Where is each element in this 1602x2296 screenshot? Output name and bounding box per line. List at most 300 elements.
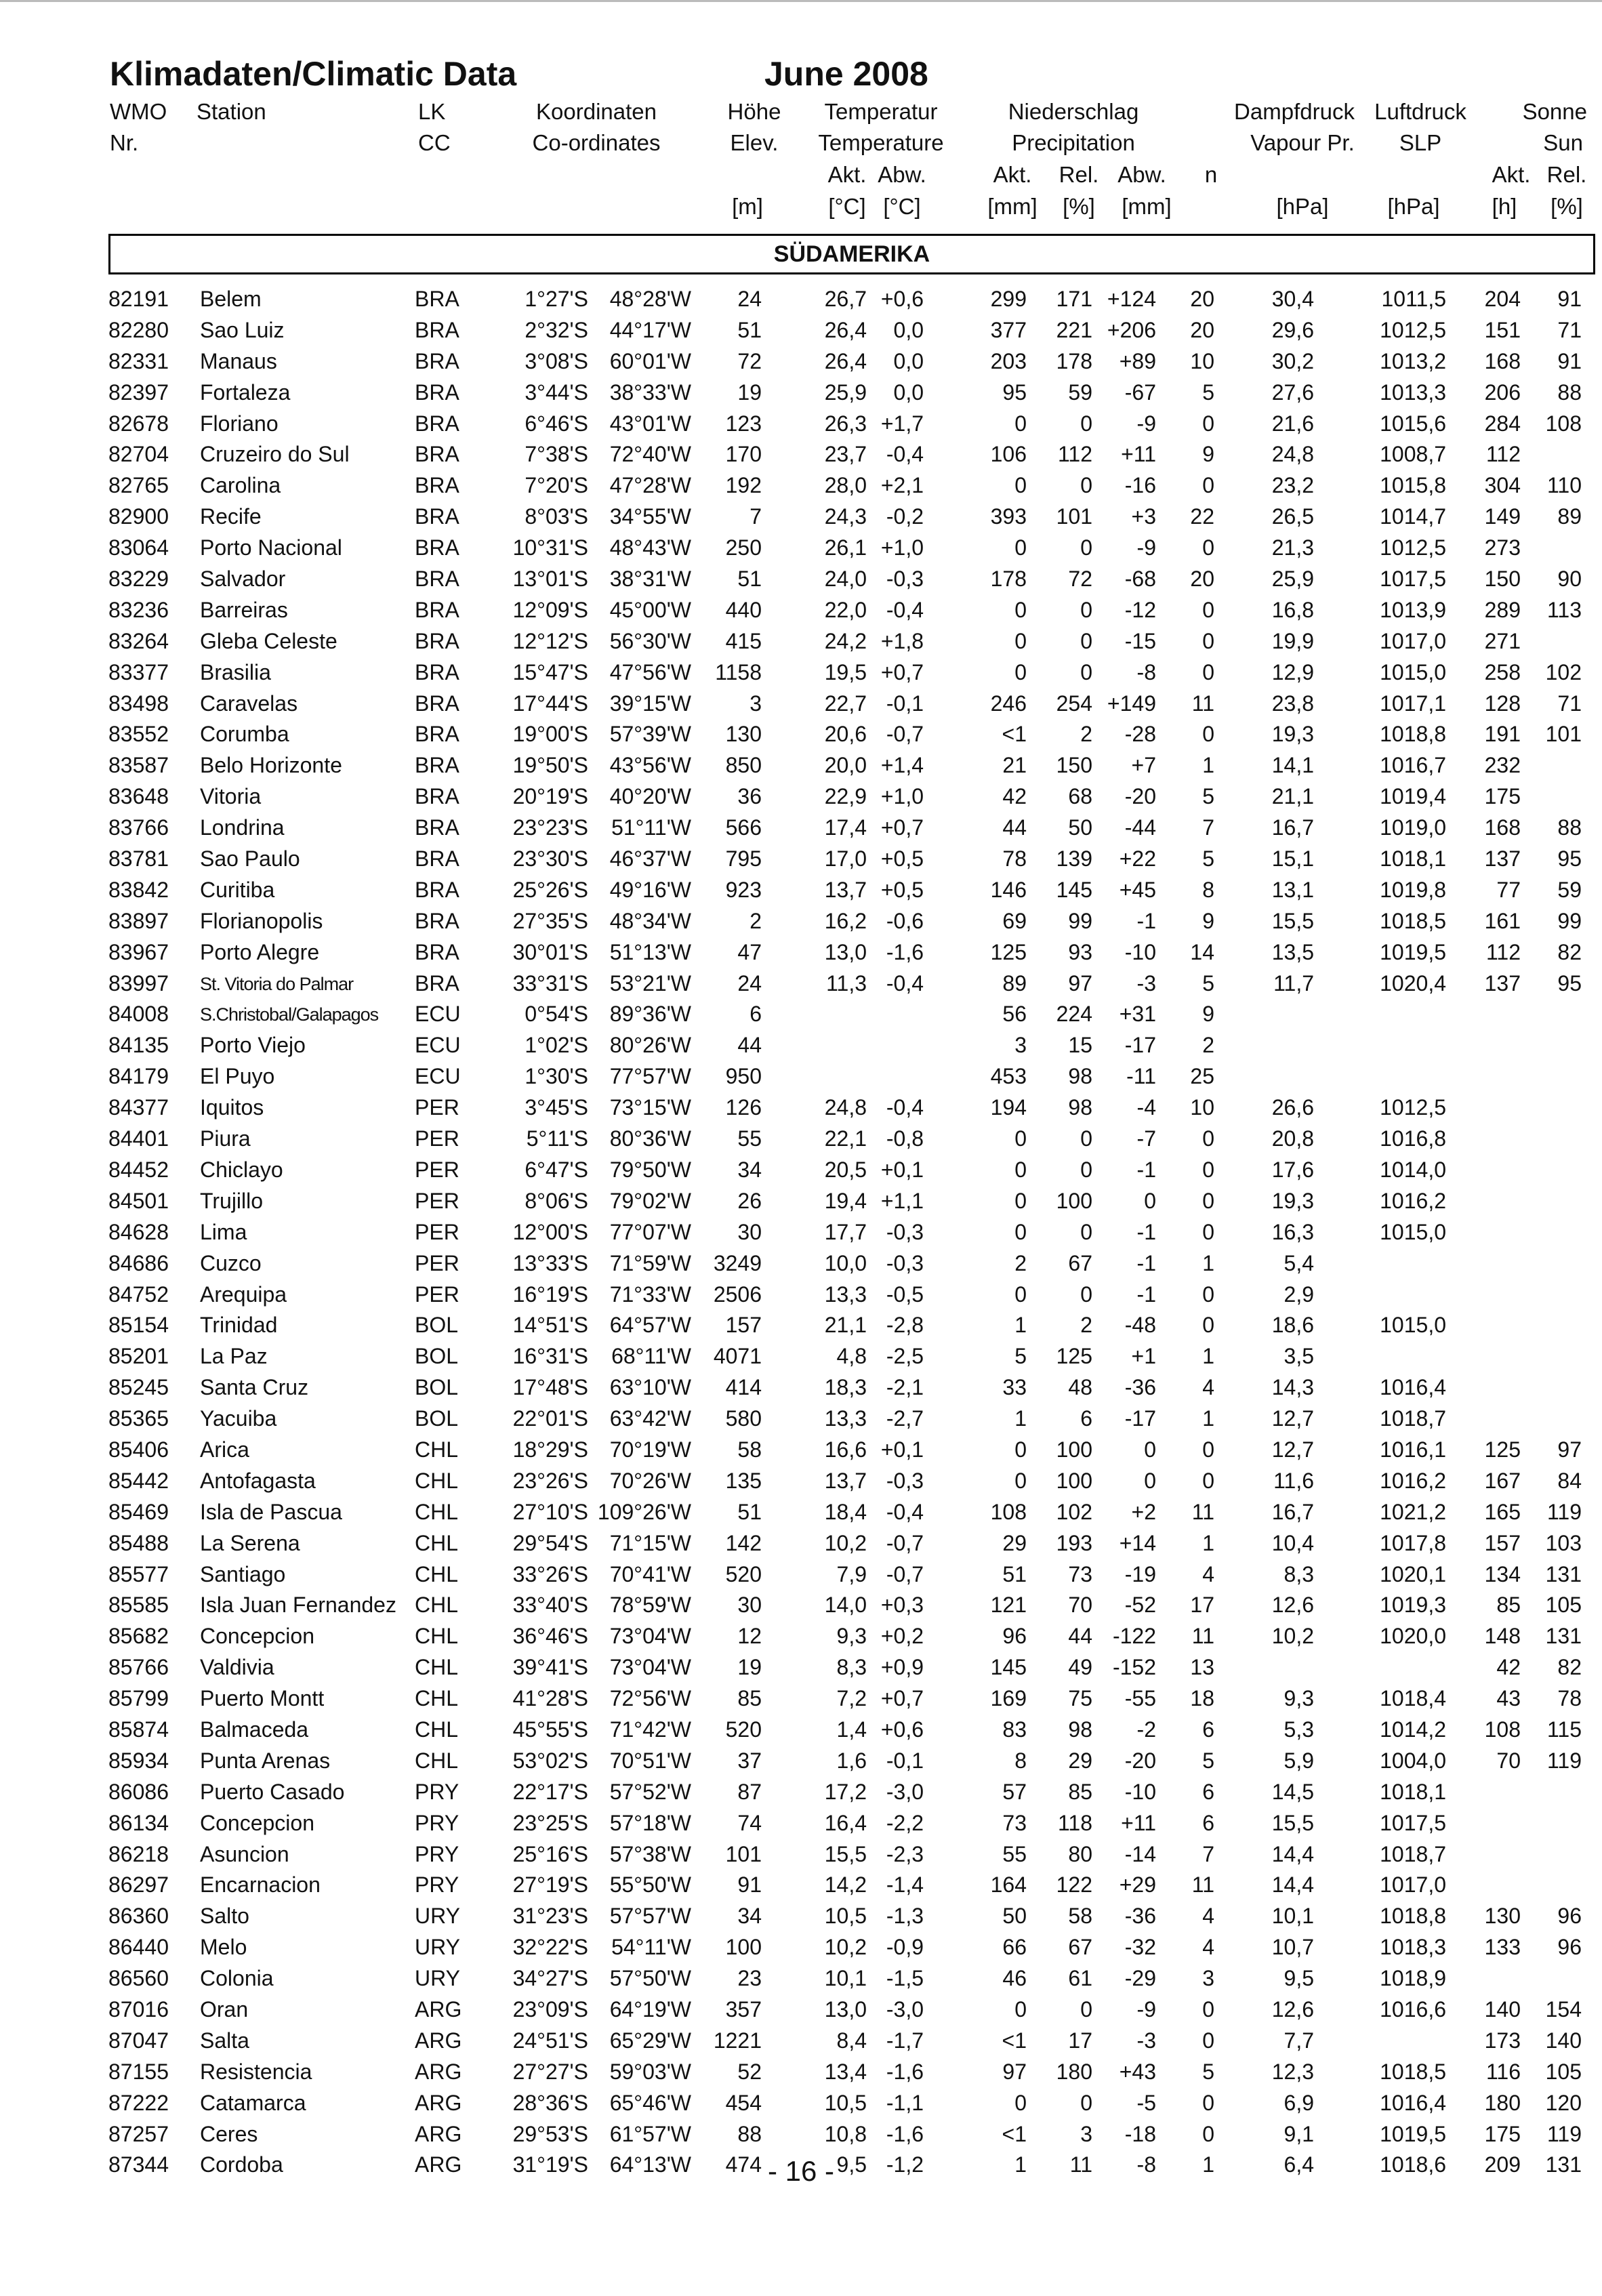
table-row	[0, 1933, 1602, 1964]
elevation-cell: 51	[737, 567, 762, 592]
precip-deviation-cell: -12	[1124, 597, 1156, 622]
precip-relative-cell: 98	[1068, 1717, 1092, 1742]
temp-actual-cell: 25,9	[824, 380, 867, 405]
header-precip-2: Precipitation	[1012, 130, 1135, 155]
temp-deviation-cell: +1,0	[880, 535, 924, 560]
station-name-cell: Belo Horizonte	[200, 753, 342, 778]
country-code-cell: BRA	[415, 348, 459, 373]
longitude-cell: 68°11'W	[611, 1344, 691, 1369]
longitude-cell: 53°21'W	[609, 970, 691, 996]
longitude-cell: 71°33'W	[609, 1282, 691, 1307]
sea-level-pressure-cell: 1017,8	[1380, 1530, 1446, 1555]
sea-level-pressure-cell: 1016,2	[1380, 1468, 1446, 1493]
table-row	[0, 907, 1602, 938]
precip-days-cell: 10	[1190, 348, 1214, 373]
vapour-pressure-cell: 6,9	[1283, 2090, 1314, 2115]
wmo-number-cell: 86086	[108, 1779, 169, 1804]
sea-level-pressure-cell: 1016,1	[1380, 1437, 1446, 1462]
wmo-number-cell: 85201	[108, 1344, 169, 1369]
table-row	[0, 1498, 1602, 1529]
wmo-number-cell: 84628	[108, 1219, 169, 1244]
elevation-cell: 37	[737, 1748, 762, 1773]
longitude-cell: 65°46'W	[609, 2090, 691, 2115]
precip-days-cell: 0	[1202, 659, 1214, 684]
elevation-cell: 923	[725, 877, 762, 902]
sunshine-hours-cell: 112	[1485, 442, 1521, 467]
precip-relative-cell: 98	[1068, 1095, 1092, 1120]
sea-level-pressure-cell: 1020,0	[1380, 1624, 1446, 1649]
precip-days-cell: 13	[1190, 1655, 1214, 1680]
precip-deviation-cell: 0	[1144, 1188, 1156, 1213]
precip-actual-cell: 0	[1014, 535, 1027, 560]
temp-deviation-cell: -0,1	[886, 691, 924, 716]
temp-actual-cell: 11,3	[826, 970, 867, 996]
table-row	[0, 1311, 1602, 1342]
precip-actual-cell: 121	[990, 1593, 1027, 1618]
vapour-pressure-cell: 14,4	[1271, 1872, 1314, 1898]
precip-days-cell: 9	[1202, 908, 1214, 933]
temp-deviation-cell: -3,0	[886, 1779, 924, 1804]
precip-deviation-cell: -8	[1136, 659, 1156, 684]
header-vapour-1: Dampfdruck	[1234, 99, 1355, 124]
station-name-cell: S.Christobal/Galapagos	[200, 1004, 379, 1025]
temp-actual-cell: 26,7	[824, 287, 867, 311]
sunshine-hours-cell: 134	[1484, 1561, 1521, 1586]
sea-level-pressure-cell: 1020,1	[1380, 1561, 1446, 1586]
elevation-cell: 454	[725, 2090, 762, 2115]
temp-deviation-cell: -0,7	[886, 1530, 924, 1555]
station-name-cell: Corumba	[200, 722, 289, 747]
wmo-number-cell: 82765	[108, 473, 169, 498]
precip-relative-cell: 49	[1068, 1655, 1092, 1680]
vapour-pressure-cell: 10,1	[1271, 1904, 1314, 1929]
latitude-cell: 3°45'S	[525, 1095, 588, 1120]
sea-level-pressure-cell: 1017,0	[1380, 1872, 1446, 1898]
wmo-number-cell: 85934	[108, 1748, 169, 1773]
precip-actual-cell: 453	[990, 1064, 1027, 1089]
elevation-cell: 1158	[715, 659, 762, 684]
table-row	[0, 1778, 1602, 1809]
temp-actual-cell: 9,5	[836, 2152, 867, 2177]
longitude-cell: 57°50'W	[609, 1966, 691, 1991]
report-month: June 2008	[764, 55, 928, 93]
header-temp-akt-unit: [°C]	[828, 194, 866, 219]
sunshine-relative-cell: 131	[1545, 1624, 1582, 1649]
temp-actual-cell: 10,5	[824, 1904, 867, 1929]
table-row	[0, 938, 1602, 969]
wmo-number-cell: 85442	[108, 1468, 169, 1493]
precip-relative-cell: 0	[1080, 659, 1092, 684]
sunshine-hours-cell: 284	[1484, 411, 1521, 436]
country-code-cell: CHL	[415, 1624, 459, 1649]
precip-actual-cell: 73	[1002, 1810, 1027, 1835]
wmo-number-cell: 84752	[108, 1282, 169, 1307]
longitude-cell: 80°36'W	[609, 1126, 691, 1151]
precip-deviation-cell: +11	[1121, 442, 1156, 467]
wmo-number-cell: 87257	[108, 2121, 169, 2146]
temp-deviation-cell: -3,0	[886, 1996, 924, 2022]
latitude-cell: 15°47'S	[512, 659, 588, 684]
precip-actual-cell: 203	[990, 348, 1027, 373]
latitude-cell: 33°26'S	[512, 1561, 588, 1586]
latitude-cell: 27°10'S	[512, 1499, 588, 1524]
precip-days-cell: 1	[1202, 1406, 1214, 1431]
temp-deviation-cell: +1,7	[880, 411, 924, 436]
vapour-pressure-cell: 16,3	[1271, 1219, 1314, 1244]
country-code-cell: BRA	[415, 815, 459, 840]
elevation-cell: 415	[725, 628, 762, 653]
temp-actual-cell: 13,0	[824, 939, 867, 964]
precip-relative-cell: 112	[1057, 442, 1092, 467]
vapour-pressure-cell: 8,3	[1283, 1561, 1314, 1586]
sunshine-relative-cell: 131	[1545, 2152, 1582, 2177]
header-sun-akt-unit: [h]	[1492, 194, 1517, 219]
precip-relative-cell: 139	[1056, 846, 1092, 872]
precip-actual-cell: 8	[1014, 1748, 1027, 1773]
vapour-pressure-cell: 25,9	[1271, 567, 1314, 592]
precip-days-cell: 0	[1202, 597, 1214, 622]
precip-actual-cell: 3	[1014, 1033, 1027, 1058]
latitude-cell: 16°31'S	[512, 1344, 588, 1369]
table-row	[0, 1684, 1602, 1715]
sea-level-pressure-cell: 1018,6	[1380, 2152, 1446, 2177]
latitude-cell: 12°00'S	[512, 1219, 588, 1244]
latitude-cell: 14°51'S	[512, 1313, 588, 1338]
precip-deviation-cell: -122	[1112, 1624, 1156, 1649]
table-row	[0, 1622, 1602, 1653]
wmo-number-cell: 84135	[108, 1033, 169, 1058]
precip-relative-cell: 97	[1068, 970, 1092, 996]
precip-actual-cell: 0	[1014, 1282, 1027, 1307]
sunshine-relative-cell: 105	[1545, 1593, 1582, 1618]
precip-relative-cell: 0	[1080, 411, 1092, 436]
country-code-cell: BRA	[415, 753, 459, 778]
country-code-cell: BOL	[415, 1375, 459, 1400]
sunshine-relative-cell: 96	[1557, 1935, 1582, 1960]
sunshine-hours-cell: 112	[1485, 939, 1521, 964]
table-row	[0, 1031, 1602, 1062]
precip-relative-cell: 44	[1068, 1624, 1092, 1649]
elevation-cell: 520	[725, 1717, 762, 1742]
temp-deviation-cell: -0,7	[886, 722, 924, 747]
temp-actual-cell: 1,4	[836, 1717, 867, 1742]
sunshine-hours-cell: 42	[1496, 1655, 1521, 1680]
vapour-pressure-cell: 14,1	[1271, 753, 1314, 778]
sea-level-pressure-cell: 1018,8	[1380, 1904, 1446, 1929]
wmo-number-cell: 83229	[108, 567, 169, 592]
vapour-pressure-cell: 12,7	[1271, 1437, 1314, 1462]
table-row	[0, 409, 1602, 440]
country-code-cell: BRA	[415, 722, 459, 747]
elevation-cell: 474	[725, 2152, 762, 2177]
temp-deviation-cell: -0,4	[886, 970, 924, 996]
longitude-cell: 48°34'W	[609, 908, 691, 933]
vapour-pressure-cell: 26,5	[1271, 504, 1314, 529]
country-code-cell: PRY	[415, 1810, 459, 1835]
table-row	[0, 347, 1602, 378]
elevation-cell: 126	[725, 1095, 762, 1120]
temp-deviation-cell: +1,1	[880, 1188, 924, 1213]
precip-days-cell: 1	[1202, 1344, 1214, 1369]
station-name-cell: Salto	[200, 1904, 249, 1929]
precip-deviation-cell: -9	[1136, 535, 1156, 560]
sunshine-hours-cell: 148	[1484, 1624, 1521, 1649]
precip-deviation-cell: -17	[1124, 1406, 1156, 1431]
latitude-cell: 24°51'S	[512, 2028, 588, 2053]
sunshine-hours-cell: 157	[1484, 1530, 1521, 1555]
longitude-cell: 71°15'W	[609, 1530, 691, 1555]
vapour-pressure-cell: 19,3	[1271, 1188, 1314, 1213]
precip-actual-cell: 50	[1002, 1904, 1027, 1929]
sunshine-relative-cell: 102	[1545, 659, 1582, 684]
elevation-cell: 130	[725, 722, 762, 747]
table-row	[0, 565, 1602, 596]
temp-actual-cell: 16,4	[824, 1810, 867, 1835]
page-number: - 16 -	[767, 2155, 835, 2187]
sunshine-hours-cell: 151	[1484, 317, 1521, 342]
wmo-number-cell: 86134	[108, 1810, 169, 1835]
elevation-cell: 520	[725, 1561, 762, 1586]
table-row	[0, 1093, 1602, 1124]
temp-deviation-cell: +0,1	[880, 1157, 924, 1182]
temp-actual-cell: 13,0	[824, 1996, 867, 2022]
header-sun-akt: Akt.	[1492, 162, 1531, 187]
header-temp-akt: Akt.	[827, 162, 867, 187]
sunshine-relative-cell: 88	[1557, 380, 1582, 405]
longitude-cell: 48°43'W	[609, 535, 691, 560]
header-prec-n: n	[1204, 162, 1218, 187]
vapour-pressure-cell: 10,4	[1271, 1530, 1314, 1555]
table-row	[0, 1715, 1602, 1746]
sunshine-hours-cell: 258	[1484, 659, 1521, 684]
precip-days-cell: 0	[1202, 473, 1214, 498]
temp-actual-cell: 26,3	[824, 411, 867, 436]
wmo-number-cell: 84452	[108, 1157, 169, 1182]
temp-actual-cell: 8,4	[836, 2028, 867, 2053]
longitude-cell: 44°17'W	[609, 317, 691, 342]
precip-days-cell: 8	[1202, 877, 1214, 902]
precip-relative-cell: 75	[1068, 1686, 1092, 1711]
longitude-cell: 79°50'W	[609, 1157, 691, 1182]
temp-deviation-cell: -2,7	[886, 1406, 924, 1431]
elevation-cell: 87	[737, 1779, 762, 1804]
header-lk-1: LK	[418, 99, 446, 124]
precip-days-cell: 1	[1202, 753, 1214, 778]
temp-actual-cell: 10,8	[824, 2121, 867, 2146]
precip-days-cell: 4	[1202, 1561, 1214, 1586]
temp-deviation-cell: -0,4	[886, 597, 924, 622]
longitude-cell: 77°07'W	[609, 1219, 691, 1244]
temp-actual-cell: 22,0	[824, 597, 867, 622]
precip-actual-cell: 66	[1002, 1935, 1027, 1960]
header-slp-2: SLP	[1399, 130, 1442, 155]
precip-relative-cell: 122	[1056, 1872, 1092, 1898]
precip-deviation-cell: -9	[1136, 1996, 1156, 2022]
wmo-number-cell: 85766	[108, 1655, 169, 1680]
precip-deviation-cell: +31	[1119, 1002, 1156, 1027]
vapour-pressure-cell: 30,4	[1271, 287, 1314, 311]
station-name-cell: Salvador	[200, 567, 286, 592]
precip-days-cell: 11	[1191, 1872, 1214, 1898]
wmo-number-cell: 86297	[108, 1872, 169, 1898]
precip-days-cell: 18	[1190, 1686, 1214, 1711]
elevation-cell: 44	[737, 1033, 762, 1058]
elevation-cell: 357	[725, 1996, 762, 2022]
temp-actual-cell: 10,2	[824, 1530, 867, 1555]
precip-relative-cell: 70	[1068, 1593, 1092, 1618]
latitude-cell: 23°30'S	[512, 846, 588, 872]
latitude-cell: 22°17'S	[512, 1779, 588, 1804]
header-prec-rel: Rel.	[1059, 162, 1099, 187]
precip-actual-cell: 96	[1002, 1624, 1027, 1649]
precip-actual-cell: <1	[1002, 2121, 1027, 2146]
country-code-cell: BRA	[415, 473, 459, 498]
sea-level-pressure-cell: 1018,7	[1380, 1406, 1446, 1431]
latitude-cell: 45°55'S	[512, 1717, 588, 1742]
elevation-cell: 4071	[713, 1344, 762, 1369]
precip-relative-cell: 145	[1056, 877, 1092, 902]
temp-actual-cell: 20,5	[824, 1157, 867, 1182]
sea-level-pressure-cell: 1020,4	[1380, 970, 1446, 996]
precip-days-cell: 7	[1202, 1841, 1214, 1866]
country-code-cell: PER	[415, 1250, 459, 1275]
sea-level-pressure-cell: 1014,0	[1380, 1157, 1446, 1182]
precip-relative-cell: 150	[1056, 753, 1092, 778]
longitude-cell: 40°20'W	[609, 784, 691, 809]
station-name-cell: La Paz	[200, 1344, 268, 1369]
precip-relative-cell: 2	[1080, 1313, 1092, 1338]
longitude-cell: 78°59'W	[609, 1593, 691, 1618]
table-row	[0, 1840, 1602, 1871]
sunshine-hours-cell: 149	[1484, 504, 1521, 529]
station-name-cell: Cordoba	[200, 2152, 283, 2177]
wmo-number-cell: 87047	[108, 2028, 169, 2053]
precip-relative-cell: 3	[1080, 2121, 1092, 2146]
sunshine-hours-cell: 232	[1484, 753, 1521, 778]
temp-deviation-cell: +0,5	[880, 877, 924, 902]
sea-level-pressure-cell: 1019,4	[1380, 784, 1446, 809]
sunshine-relative-cell: 97	[1557, 1437, 1582, 1462]
country-code-cell: PER	[415, 1126, 459, 1151]
sunshine-relative-cell: 82	[1557, 939, 1582, 964]
elevation-cell: 30	[737, 1593, 762, 1618]
temp-deviation-cell: +0,7	[880, 659, 924, 684]
wmo-number-cell: 85154	[108, 1313, 169, 1338]
precip-relative-cell: 0	[1080, 1219, 1092, 1244]
table-row	[0, 533, 1602, 565]
station-name-cell: Vitoria	[200, 784, 262, 809]
header-coord-2: Co-ordinates	[532, 130, 661, 155]
elevation-cell: 19	[737, 380, 762, 405]
precip-deviation-cell: -67	[1124, 380, 1156, 405]
longitude-cell: 60°01'W	[609, 348, 691, 373]
precip-days-cell: 5	[1202, 784, 1214, 809]
temp-actual-cell: 22,9	[824, 784, 867, 809]
sunshine-relative-cell: 78	[1557, 1686, 1582, 1711]
precip-days-cell: 0	[1202, 2090, 1214, 2115]
vapour-pressure-cell: 15,5	[1271, 908, 1314, 933]
precip-days-cell: 6	[1202, 1779, 1214, 1804]
longitude-cell: 61°57'W	[609, 2121, 691, 2146]
precip-days-cell: 11	[1191, 1499, 1214, 1524]
precip-deviation-cell: -1	[1136, 1157, 1156, 1182]
sea-level-pressure-cell: 1016,8	[1380, 1126, 1446, 1151]
precip-deviation-cell: -3	[1136, 2028, 1156, 2053]
elevation-cell: 47	[737, 939, 762, 964]
sea-level-pressure-cell: 1016,7	[1380, 753, 1446, 778]
precip-actual-cell: <1	[1002, 2028, 1027, 2053]
sea-level-pressure-cell: 1017,1	[1380, 691, 1446, 716]
temp-actual-cell: 26,1	[824, 535, 867, 560]
vapour-pressure-cell: 11,7	[1273, 970, 1314, 996]
table-row	[0, 2057, 1602, 2089]
precip-days-cell: 20	[1190, 287, 1214, 311]
sunshine-hours-cell: 130	[1484, 1904, 1521, 1929]
precip-actual-cell: 194	[990, 1095, 1027, 1120]
longitude-cell: 89°36'W	[609, 1002, 691, 1027]
temp-deviation-cell: -0,1	[886, 1748, 924, 1773]
precip-days-cell: 11	[1191, 691, 1214, 716]
sea-level-pressure-cell: 1016,4	[1380, 1375, 1446, 1400]
station-name-cell: Melo	[200, 1935, 247, 1960]
station-name-cell: Isla Juan Fernandez	[200, 1593, 396, 1618]
vapour-pressure-cell: 21,1	[1271, 784, 1314, 809]
vapour-pressure-cell: 14,3	[1271, 1375, 1314, 1400]
precip-deviation-cell: -36	[1124, 1904, 1156, 1929]
latitude-cell: 36°46'S	[512, 1624, 588, 1649]
precip-relative-cell: 72	[1068, 567, 1092, 592]
precip-actual-cell: 393	[990, 504, 1027, 529]
temp-deviation-cell: -0,4	[886, 1499, 924, 1524]
table-row	[0, 969, 1602, 1000]
temp-deviation-cell: -2,8	[886, 1313, 924, 1338]
precip-actual-cell: 377	[990, 317, 1027, 342]
station-name-cell: Gleba Celeste	[200, 628, 337, 653]
precip-relative-cell: 98	[1068, 1064, 1092, 1089]
station-name-cell: Porto Viejo	[200, 1033, 306, 1058]
precip-deviation-cell: -7	[1136, 1126, 1156, 1151]
precip-deviation-cell: -28	[1124, 722, 1156, 747]
elevation-cell: 34	[737, 1157, 762, 1182]
latitude-cell: 19°50'S	[512, 753, 588, 778]
elevation-cell: 58	[737, 1437, 762, 1462]
precip-days-cell: 22	[1190, 504, 1214, 529]
longitude-cell: 39°15'W	[609, 691, 691, 716]
elevation-cell: 135	[725, 1468, 762, 1493]
temp-deviation-cell: -1,6	[886, 939, 924, 964]
vapour-pressure-cell: 16,8	[1271, 597, 1314, 622]
page-title: Klimadaten/Climatic Data	[110, 55, 517, 93]
elevation-cell: 26	[737, 1188, 762, 1213]
latitude-cell: 20°19'S	[512, 784, 588, 809]
table-row	[0, 1902, 1602, 1933]
wmo-number-cell: 83967	[108, 939, 169, 964]
vapour-pressure-cell: 10,7	[1271, 1935, 1314, 1960]
temp-deviation-cell: +0,2	[880, 1624, 924, 1649]
wmo-number-cell: 85577	[108, 1561, 169, 1586]
station-name-cell: Yacuiba	[200, 1406, 277, 1431]
sunshine-hours-cell: 125	[1484, 1437, 1521, 1462]
station-name-cell: Concepcion	[200, 1810, 314, 1835]
wmo-number-cell: 84377	[108, 1095, 169, 1120]
country-code-cell: BRA	[415, 567, 459, 592]
longitude-cell: 73°04'W	[609, 1655, 691, 1680]
table-row	[0, 596, 1602, 627]
longitude-cell: 55°50'W	[609, 1872, 691, 1898]
vapour-pressure-cell: 3,5	[1283, 1344, 1314, 1369]
elevation-cell: 23	[737, 1966, 762, 1991]
vapour-pressure-cell: 24,8	[1271, 442, 1314, 467]
